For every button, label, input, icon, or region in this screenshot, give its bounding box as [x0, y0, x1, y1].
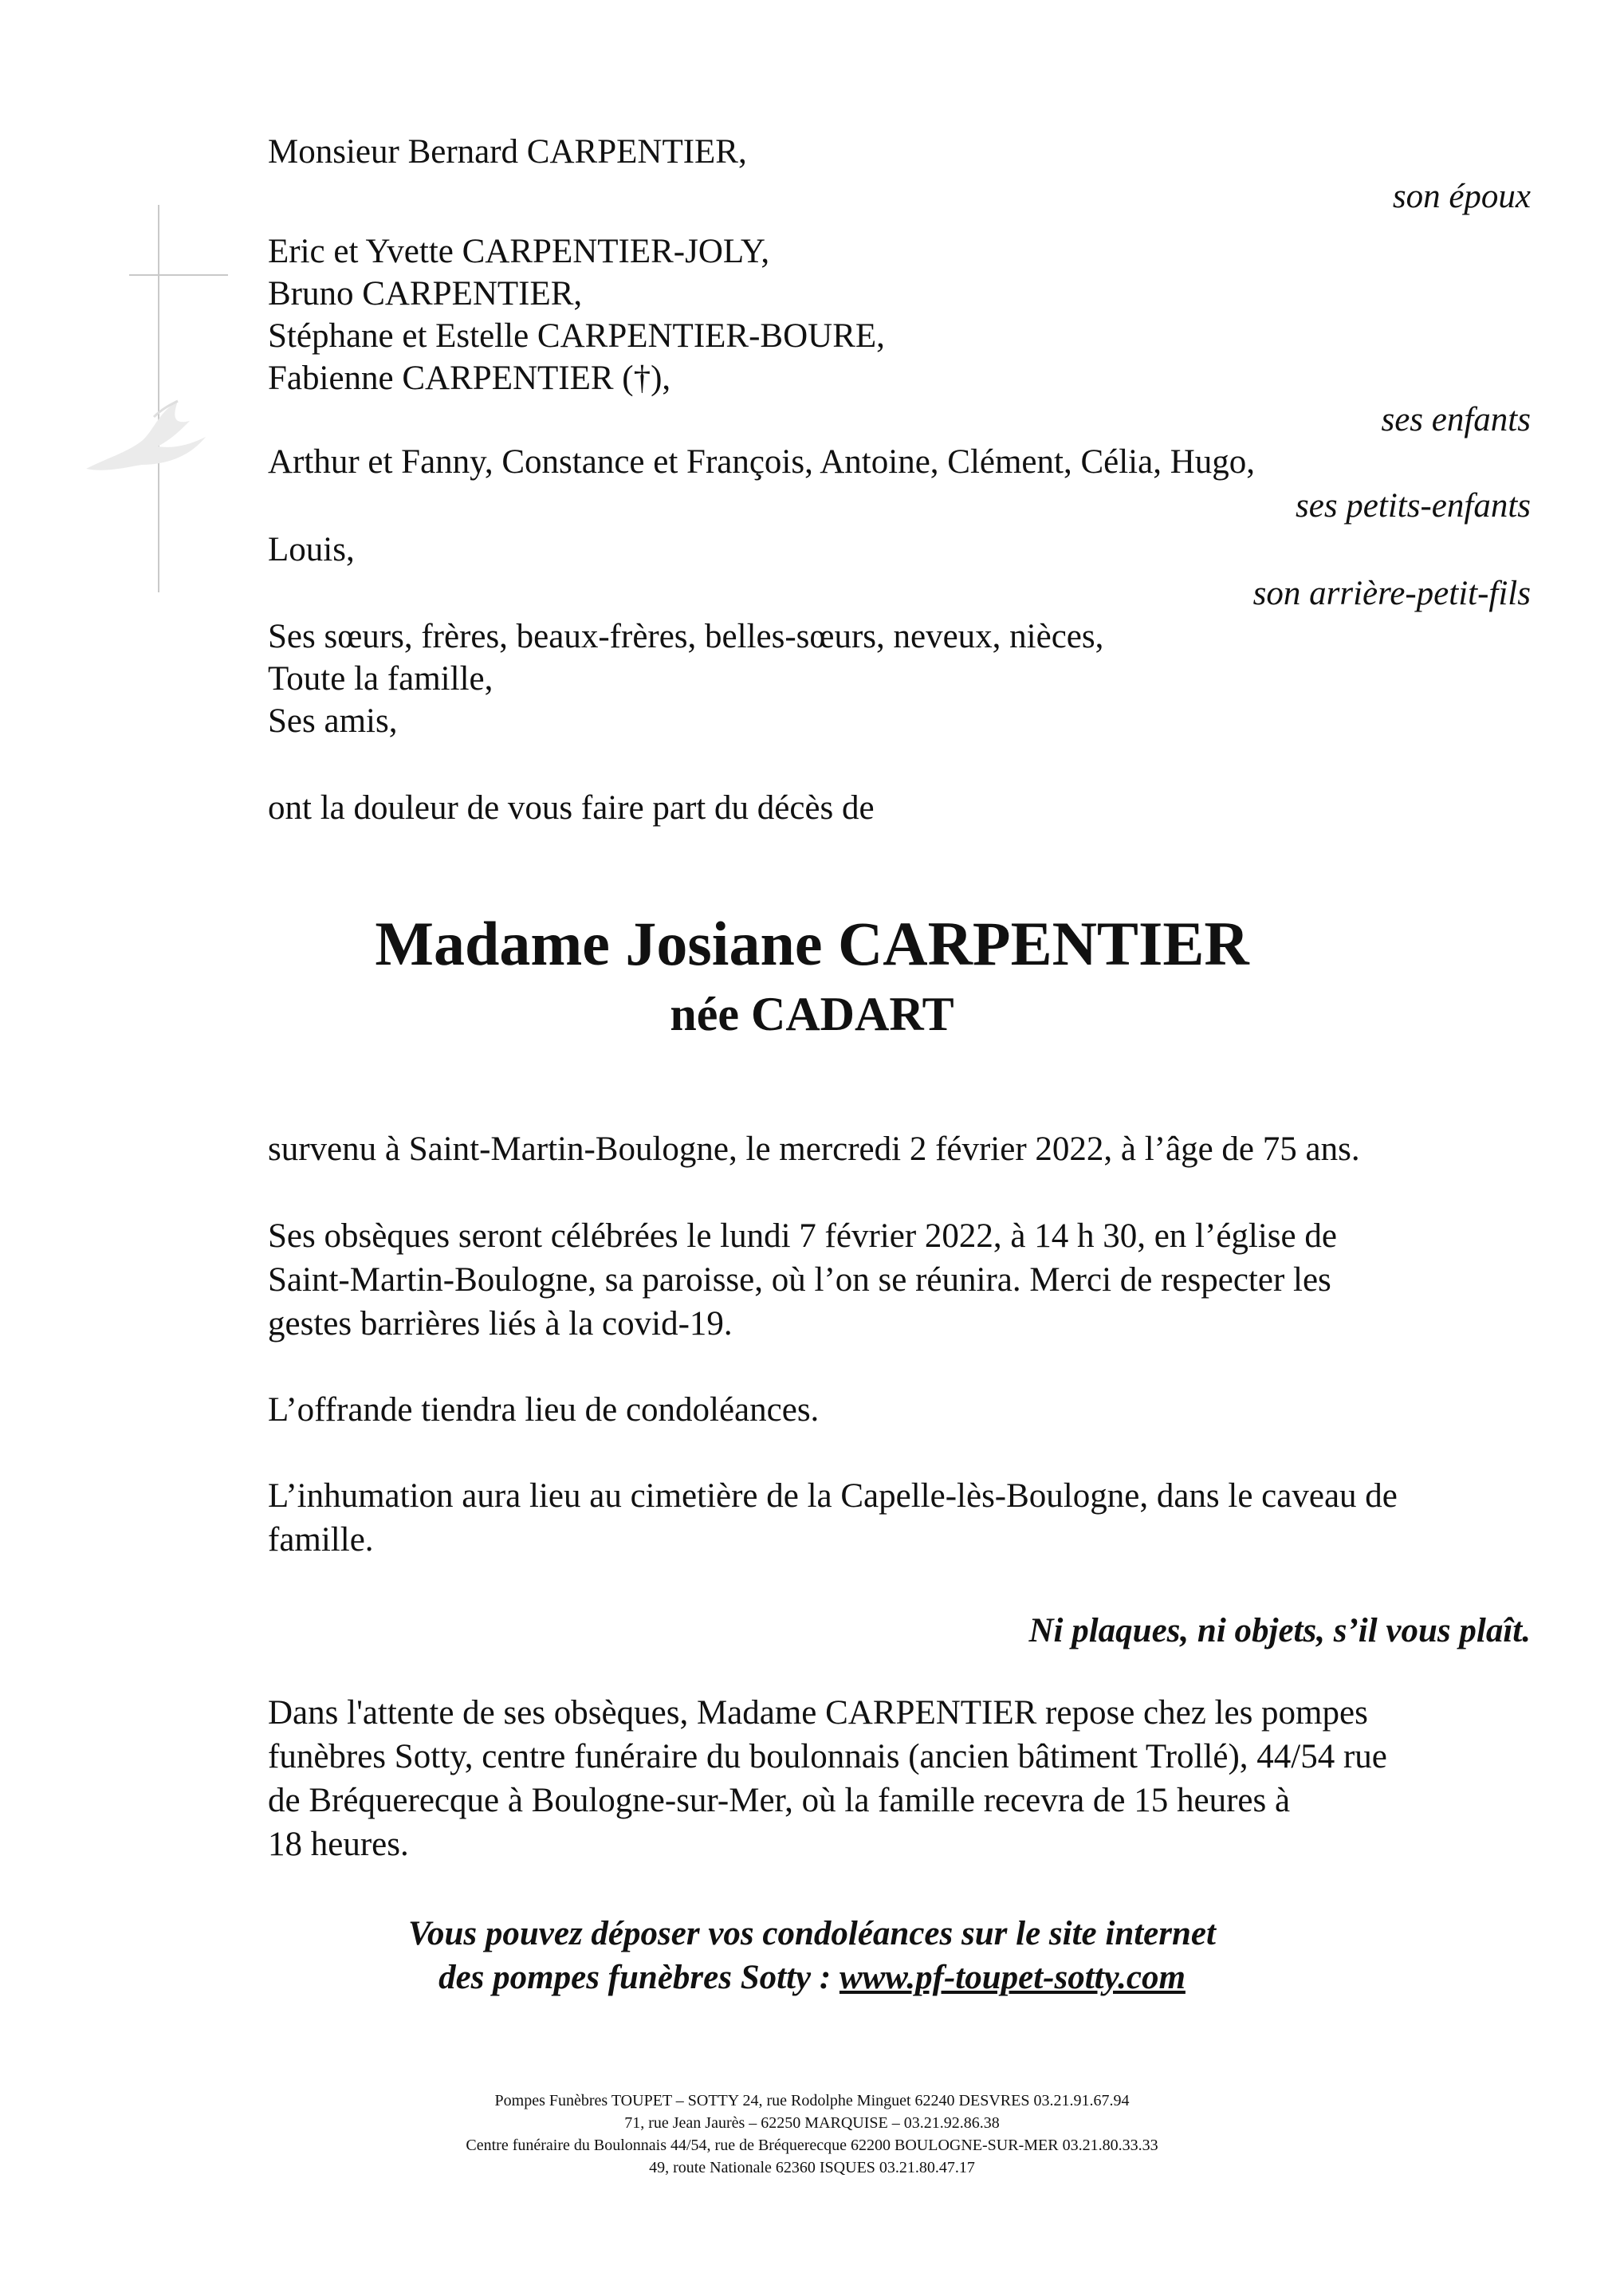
role-children: ses enfants [1381, 401, 1531, 438]
footer-line: 49, route Nationale 62360 ISQUES 03.21.80.47.17 [649, 2159, 975, 2176]
role-grandchildren: ses petits-enfants [1296, 487, 1531, 525]
child-line: Stéphane et Estelle CARPENTIER-BOURE, [268, 317, 885, 355]
great-grandchild-line: Louis, [268, 531, 355, 568]
child-line: Bruno CARPENTIER, [268, 275, 583, 313]
role-great-grandchild: son arrière-petit-fils [1252, 575, 1531, 612]
offering-line: L’offrande tiendra lieu de condoléances. [268, 1391, 820, 1429]
others-line: Toute la famille, [268, 660, 493, 698]
footer-line: Centre funéraire du Boulonnais 44/54, rue de Bréquerecque 62200 BOULOGNE-SUR-MER 03.21.80.33.33 [466, 2137, 1158, 2154]
no-plaques-note: Ni plaques, ni objets, s’il vous plaît. [1028, 1612, 1531, 1649]
dove-icon [78, 381, 214, 493]
child-line: Eric et Yvette CARPENTIER-JOLY, [268, 233, 770, 270]
rest-line: de Bréquerecque à Boulogne-sur-Mer, où la famille recevra de 15 heures à [268, 1782, 1291, 1819]
burial-line: famille. [268, 1521, 374, 1559]
burial-line: L’inhumation aura lieu au cimetière de la Capelle-lès-Boulogne, dans le caveau de [268, 1477, 1398, 1515]
funeral-line: gestes barrières liés à la covid-19. [268, 1305, 733, 1343]
announcement: ont la douleur de vous faire part du décès de [268, 789, 875, 827]
condolences-line [0, 1955, 1624, 2001]
footer-line: 71, rue Jean Jaurès – 62250 MARQUISE – 03.21.92.86.38 [624, 2114, 1000, 2132]
others-line: Ses sœurs, frères, beaux-frères, belles-sœurs, neveux, nièces, [268, 618, 1104, 655]
rest-line: Dans l'attente de ses obsèques, Madame CARPENTIER repose chez les pompes [268, 1694, 1368, 1732]
others-line: Ses amis, [268, 702, 398, 740]
footer-line: Pompes Funèbres TOUPET – SOTTY 24, rue Rodolphe Minguet 62240 DESVRES 03.21.91.67.94 [494, 2092, 1130, 2109]
child-line: Fabienne CARPENTIER (†), [268, 360, 671, 397]
funeral-line: Saint-Martin-Boulogne, sa paroisse, où l’on se réunira. Merci de respecter les [268, 1261, 1331, 1299]
rest-line: 18 heures. [268, 1826, 409, 1863]
condolences-prefix: des pompes funèbres Sotty : [438, 1959, 840, 1996]
funeral-line: Ses obsèques seront célébrées le lundi 7 février 2022, à 14 h 30, en l’église de [268, 1217, 1337, 1255]
role-spouse: son époux [1392, 178, 1531, 215]
condolences-url-link[interactable]: www.pf-toupet-sotty.com [839, 1959, 1186, 1996]
death-notice: survenu à Saint-Martin-Boulogne, le mercredi 2 février 2022, à l’âge de 75 ans. [268, 1130, 1360, 1168]
deceased-name: Madame Josiane CARPENTIER [375, 909, 1249, 978]
condolences-line: Vous pouvez déposer vos condoléances sur le site internet [408, 1915, 1216, 1952]
deceased-maiden-name: née CADART [670, 988, 954, 1040]
grandchildren-line: Arthur et Fanny, Constance et François, Antoine, Clément, Célia, Hugo, [268, 443, 1256, 481]
spouse-line: Monsieur Bernard CARPENTIER, [268, 133, 747, 171]
rest-line: funèbres Sotty, centre funéraire du boulonnais (ancien bâtiment Trollé), 44/54 rue [268, 1738, 1387, 1775]
cross-horizontal-bar [129, 274, 228, 276]
